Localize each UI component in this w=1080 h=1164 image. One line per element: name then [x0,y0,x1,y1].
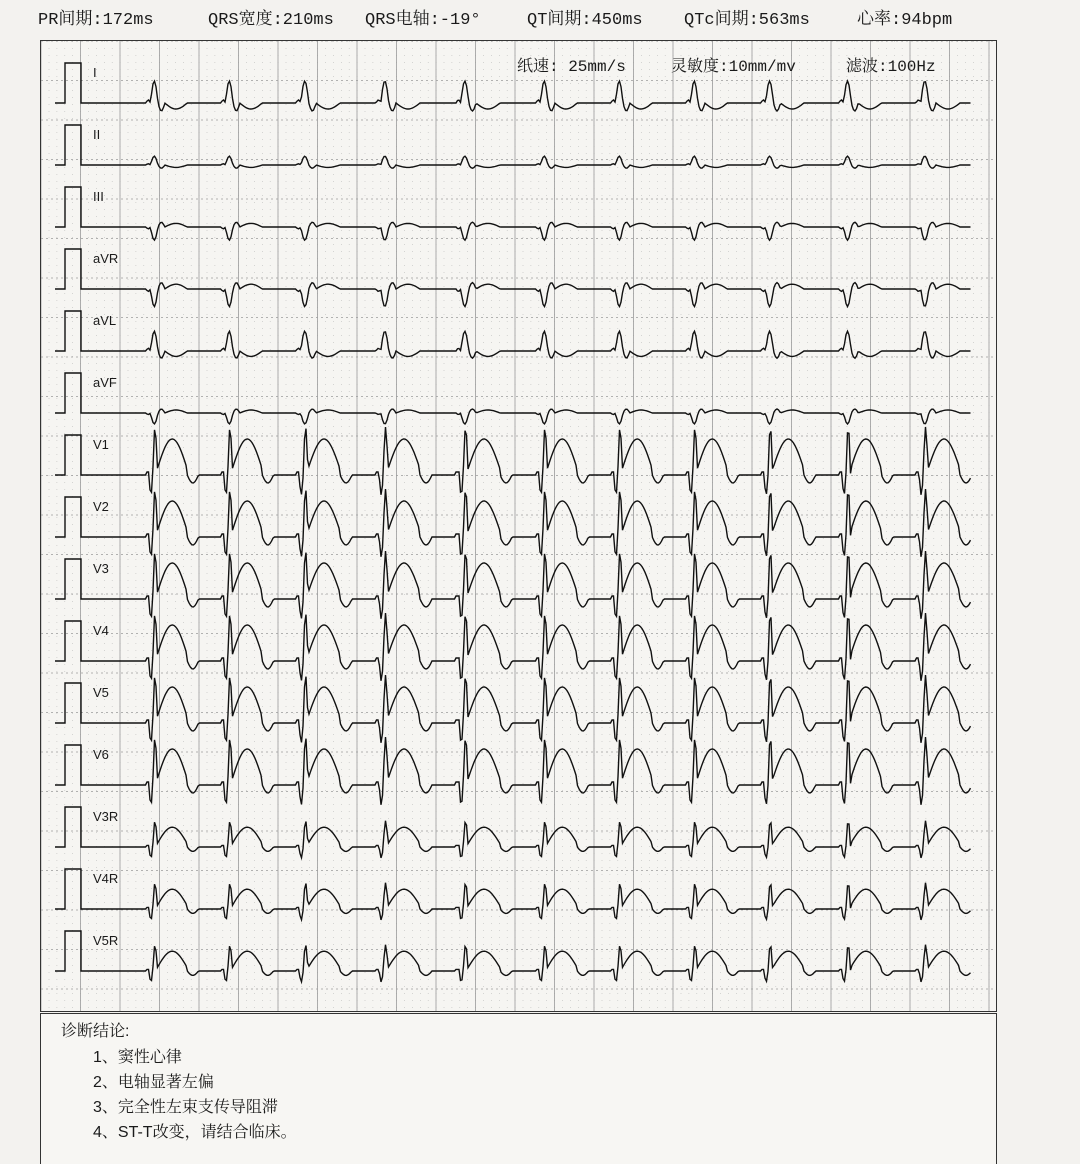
lead-label-iii: III [93,189,104,204]
diagnosis-item: 1、窦性心律 [93,1049,182,1066]
calibration-pulse [55,931,93,971]
lead-label-i: I [93,65,97,80]
ecg-trace-ii [93,156,971,168]
lead-label-avl: aVL [93,313,117,328]
lead-label-v5: V5 [93,685,109,700]
calibration-pulse [55,807,93,847]
calibration-pulse [55,187,93,227]
paper-speed: 纸速: 25mm/s [517,58,626,76]
lead-label-v4r: V4R [93,871,119,886]
ecg-trace-v6 [93,737,971,805]
heart-rate: 心率:94bpm [857,11,953,30]
calibration-pulse [55,621,93,661]
pr-interval: PR间期:172ms [38,11,154,30]
ecg-trace-v5r [93,945,971,982]
diagnosis-box [40,1013,997,1164]
calibration-pulse [55,125,93,165]
lead-label-v3: V3 [93,561,109,576]
diagnosis-item: 3、完全性左束支传导阻滞 [93,1099,278,1116]
calibration-pulse [55,63,93,103]
calibration-pulse [55,869,93,909]
lead-label-avr: aVR [93,251,119,266]
ecg-trace-v4 [93,613,971,681]
qrs-axis: QRS电轴:-19° [365,11,481,30]
calibration-pulse [55,683,93,723]
qrs-width: QRS宽度:210ms [208,11,334,30]
lead-label-avf: aVF [93,375,117,390]
ecg-grid-and-traces [41,41,996,1011]
lead-label-v5r: V5R [93,933,119,948]
calibration-pulse [55,249,93,289]
ecg-paper [40,40,997,1012]
diagnosis-item: 2、电轴显著左偏 [93,1074,214,1091]
ecg-trace-v1 [93,427,971,495]
sensitivity: 灵敏度:10mm/mv [671,58,796,76]
lead-label-ii: II [93,127,101,142]
calibration-pulse [55,435,93,475]
lead-label-v1: V1 [93,437,109,452]
lead-label-v3r: V3R [93,809,119,824]
qtc-interval: QTc间期:563ms [684,11,810,30]
filter: 滤波:100Hz [846,58,936,76]
ecg-trace-i [93,81,971,111]
calibration-pulse [55,311,93,351]
lead-label-v4: V4 [93,623,109,638]
calibration-pulse [55,497,93,537]
calibration-pulse [55,745,93,785]
diagnosis-item: 4、ST-T改变，请结合临床。 [93,1124,297,1141]
ecg-trace-v2 [93,489,971,557]
calibration-pulse [55,559,93,599]
ecg-trace-avf [93,409,971,424]
qt-interval: QT间期:450ms [527,11,643,30]
lead-label-v6: V6 [93,747,109,762]
calibration-pulse [55,373,93,413]
lead-label-v2: V2 [93,499,109,514]
diagnosis-title: 诊断结论: [61,1023,130,1040]
